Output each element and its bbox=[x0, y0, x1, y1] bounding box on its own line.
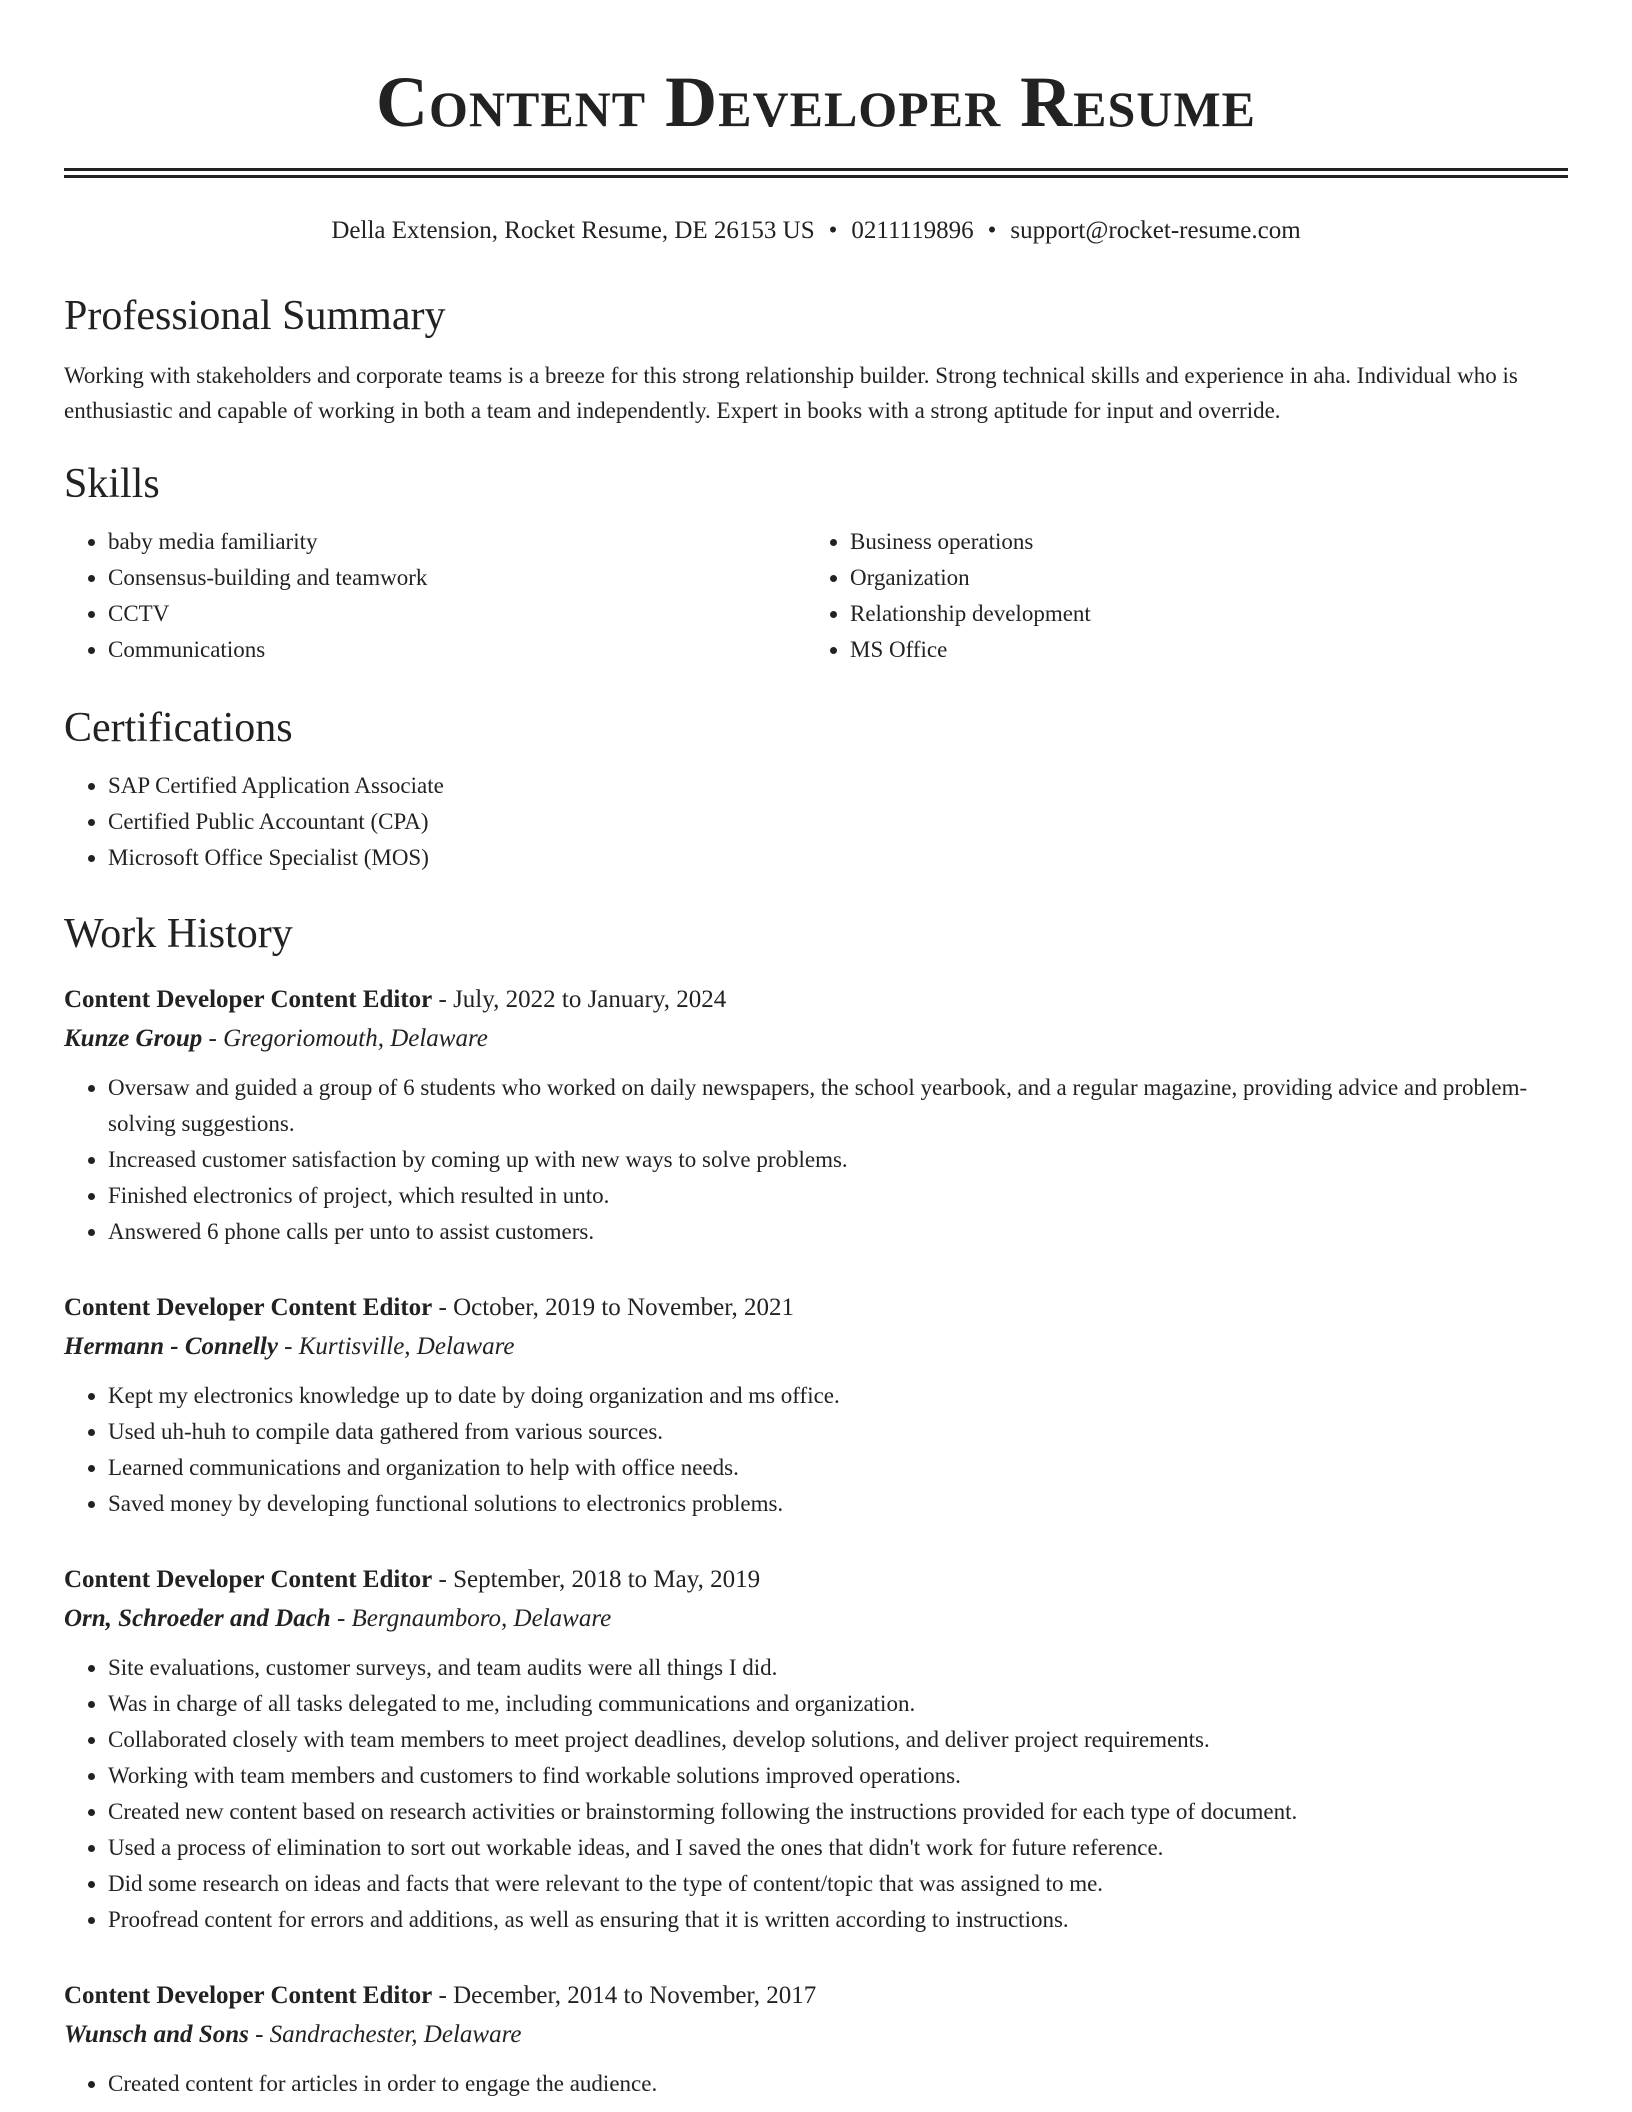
job-bullets bbox=[64, 1650, 1568, 1938]
skills-section bbox=[64, 458, 1568, 668]
job-bullet: • Finished electronics of project, which resulted in unto. bbox=[108, 1178, 1568, 1214]
job-bullets bbox=[64, 1378, 1568, 1522]
job-entry bbox=[64, 1288, 1568, 1522]
job-bullet: • Created new content based on research activities or brainstorming following the instructions provided for each type of document. bbox=[108, 1794, 1568, 1830]
job-location: - Bergnaumboro, Delaware bbox=[330, 1605, 612, 1632]
certifications-section bbox=[64, 702, 1568, 876]
skill-item: • Organization bbox=[850, 560, 1548, 596]
skill-item: • Communications bbox=[108, 632, 806, 668]
skill-item: • Business operations bbox=[850, 524, 1548, 560]
contact-separator: • bbox=[987, 217, 997, 244]
summary-section bbox=[64, 290, 1568, 428]
job-location: - Sandrachester, Delaware bbox=[248, 2021, 522, 2048]
summary-text: Working with stakeholders and corporate teams is a breeze for this strong relationship builder. Strong technical skills and experience in aha. Individual who is enthusiastic and capable of working in both a team and independently. Expert in books with a strong aptitude for input and override. bbox=[64, 363, 1518, 423]
job-company-line bbox=[64, 2016, 1568, 2054]
job-entry bbox=[64, 1976, 1568, 2102]
skills-column-left bbox=[64, 524, 806, 668]
job-bullet: • Used a process of elimination to sort out workable ideas, and I saved the ones that didn't work for future reference. bbox=[108, 1830, 1568, 1866]
job-company-line bbox=[64, 1020, 1568, 1058]
job-entry bbox=[64, 980, 1568, 1250]
certification-item: • SAP Certified Application Associate bbox=[108, 768, 1568, 804]
job-dates: - December, 2014 to November, 2017 bbox=[432, 1982, 817, 2009]
job-bullet: • Was in charge of all tasks delegated to me, including communications and organization. bbox=[108, 1686, 1568, 1722]
skill-item: • MS Office bbox=[850, 632, 1548, 668]
job-header bbox=[64, 1288, 1568, 1328]
job-bullets bbox=[64, 2066, 1568, 2102]
job-bullet: • Used uh-huh to compile data gathered from various sources. bbox=[108, 1414, 1568, 1450]
certifications-list bbox=[64, 768, 1568, 876]
contact-email[interactable]: support@rocket-resume.com bbox=[1010, 217, 1301, 244]
job-bullet: • Kept my electronics knowledge up to date by doing organization and ms office. bbox=[108, 1378, 1568, 1414]
job-title: Content Developer Content Editor bbox=[64, 1982, 433, 2009]
contact-phone: 0211119896 bbox=[851, 217, 974, 244]
job-entry bbox=[64, 1560, 1568, 1938]
job-bullet: • Collaborated closely with team members to meet project deadlines, develop solutions, and deliver project requirements. bbox=[108, 1722, 1568, 1758]
job-title: Content Developer Content Editor bbox=[64, 986, 433, 1013]
skills-column-right bbox=[806, 524, 1548, 668]
job-header bbox=[64, 1560, 1568, 1600]
job-bullet: • Answered 6 phone calls per unto to assist customers. bbox=[108, 1214, 1568, 1250]
job-location: - Gregoriomouth, Delaware bbox=[202, 1025, 488, 1052]
job-company: Wunsch and Sons bbox=[64, 2021, 249, 2048]
skill-item: • baby media familiarity bbox=[108, 524, 806, 560]
job-company: Hermann - Connelly bbox=[64, 1333, 278, 1360]
work-history-section bbox=[64, 908, 1568, 2102]
skills-heading: Skills bbox=[64, 461, 160, 507]
job-location: - Kurtisville, Delaware bbox=[277, 1333, 515, 1360]
skills-list-right bbox=[806, 524, 1548, 668]
certifications-heading: Certifications bbox=[64, 705, 293, 751]
job-bullet: • Learned communications and organization to help with office needs. bbox=[108, 1450, 1568, 1486]
contact-address: Della Extension, Rocket Resume, DE 26153 US bbox=[331, 217, 815, 244]
job-title: Content Developer Content Editor bbox=[64, 1294, 433, 1321]
job-title: Content Developer Content Editor bbox=[64, 1566, 433, 1593]
job-bullet: • Increased customer satisfaction by coming up with new ways to solve problems. bbox=[108, 1142, 1568, 1178]
job-bullet: • Saved money by developing functional solutions to electronics problems. bbox=[108, 1486, 1568, 1522]
certification-item: • Microsoft Office Specialist (MOS) bbox=[108, 840, 1568, 876]
summary-heading: Professional Summary bbox=[64, 293, 446, 339]
title-divider bbox=[64, 168, 1568, 178]
skills-columns bbox=[64, 524, 1568, 668]
contact-separator: • bbox=[828, 217, 838, 244]
resume-title: Content Developer Resume bbox=[375, 62, 1256, 142]
job-company-line bbox=[64, 1600, 1568, 1638]
job-bullet: • Proofread content for errors and additions, as well as ensuring that it is written according to instructions. bbox=[108, 1902, 1568, 1938]
job-header bbox=[64, 980, 1568, 1020]
job-company: Orn, Schroeder and Dach bbox=[64, 1605, 331, 1632]
job-bullet: • Did some research on ideas and facts that were relevant to the type of content/topic that was assigned to me. bbox=[108, 1866, 1568, 1902]
work-history-heading: Work History bbox=[64, 911, 293, 957]
job-dates: - October, 2019 to November, 2021 bbox=[432, 1294, 795, 1321]
job-company-line bbox=[64, 1328, 1568, 1366]
skill-item: • CCTV bbox=[108, 596, 806, 632]
job-company: Kunze Group bbox=[64, 1025, 203, 1052]
job-bullet: • Site evaluations, customer surveys, and team audits were all things I did. bbox=[108, 1650, 1568, 1686]
certification-item: • Certified Public Accountant (CPA) bbox=[108, 804, 1568, 840]
skill-item: • Consensus-building and teamwork bbox=[108, 560, 806, 596]
job-bullet: • Created content for articles in order to engage the audience. bbox=[108, 2066, 1568, 2102]
job-dates: - September, 2018 to May, 2019 bbox=[432, 1566, 761, 1593]
contact-line bbox=[64, 214, 1568, 248]
job-dates: - July, 2022 to January, 2024 bbox=[432, 986, 727, 1013]
job-header bbox=[64, 1976, 1568, 2016]
job-bullet: • Working with team members and customers to find workable solutions improved operations. bbox=[108, 1758, 1568, 1794]
skills-list-left bbox=[64, 524, 806, 668]
job-bullets bbox=[64, 1070, 1568, 1250]
job-bullet: • Oversaw and guided a group of 6 students who worked on daily newspapers, the school yearbook, and a regular magazine, providing advice and problem-solving suggestions. bbox=[108, 1070, 1568, 1142]
skill-item: • Relationship development bbox=[850, 596, 1548, 632]
